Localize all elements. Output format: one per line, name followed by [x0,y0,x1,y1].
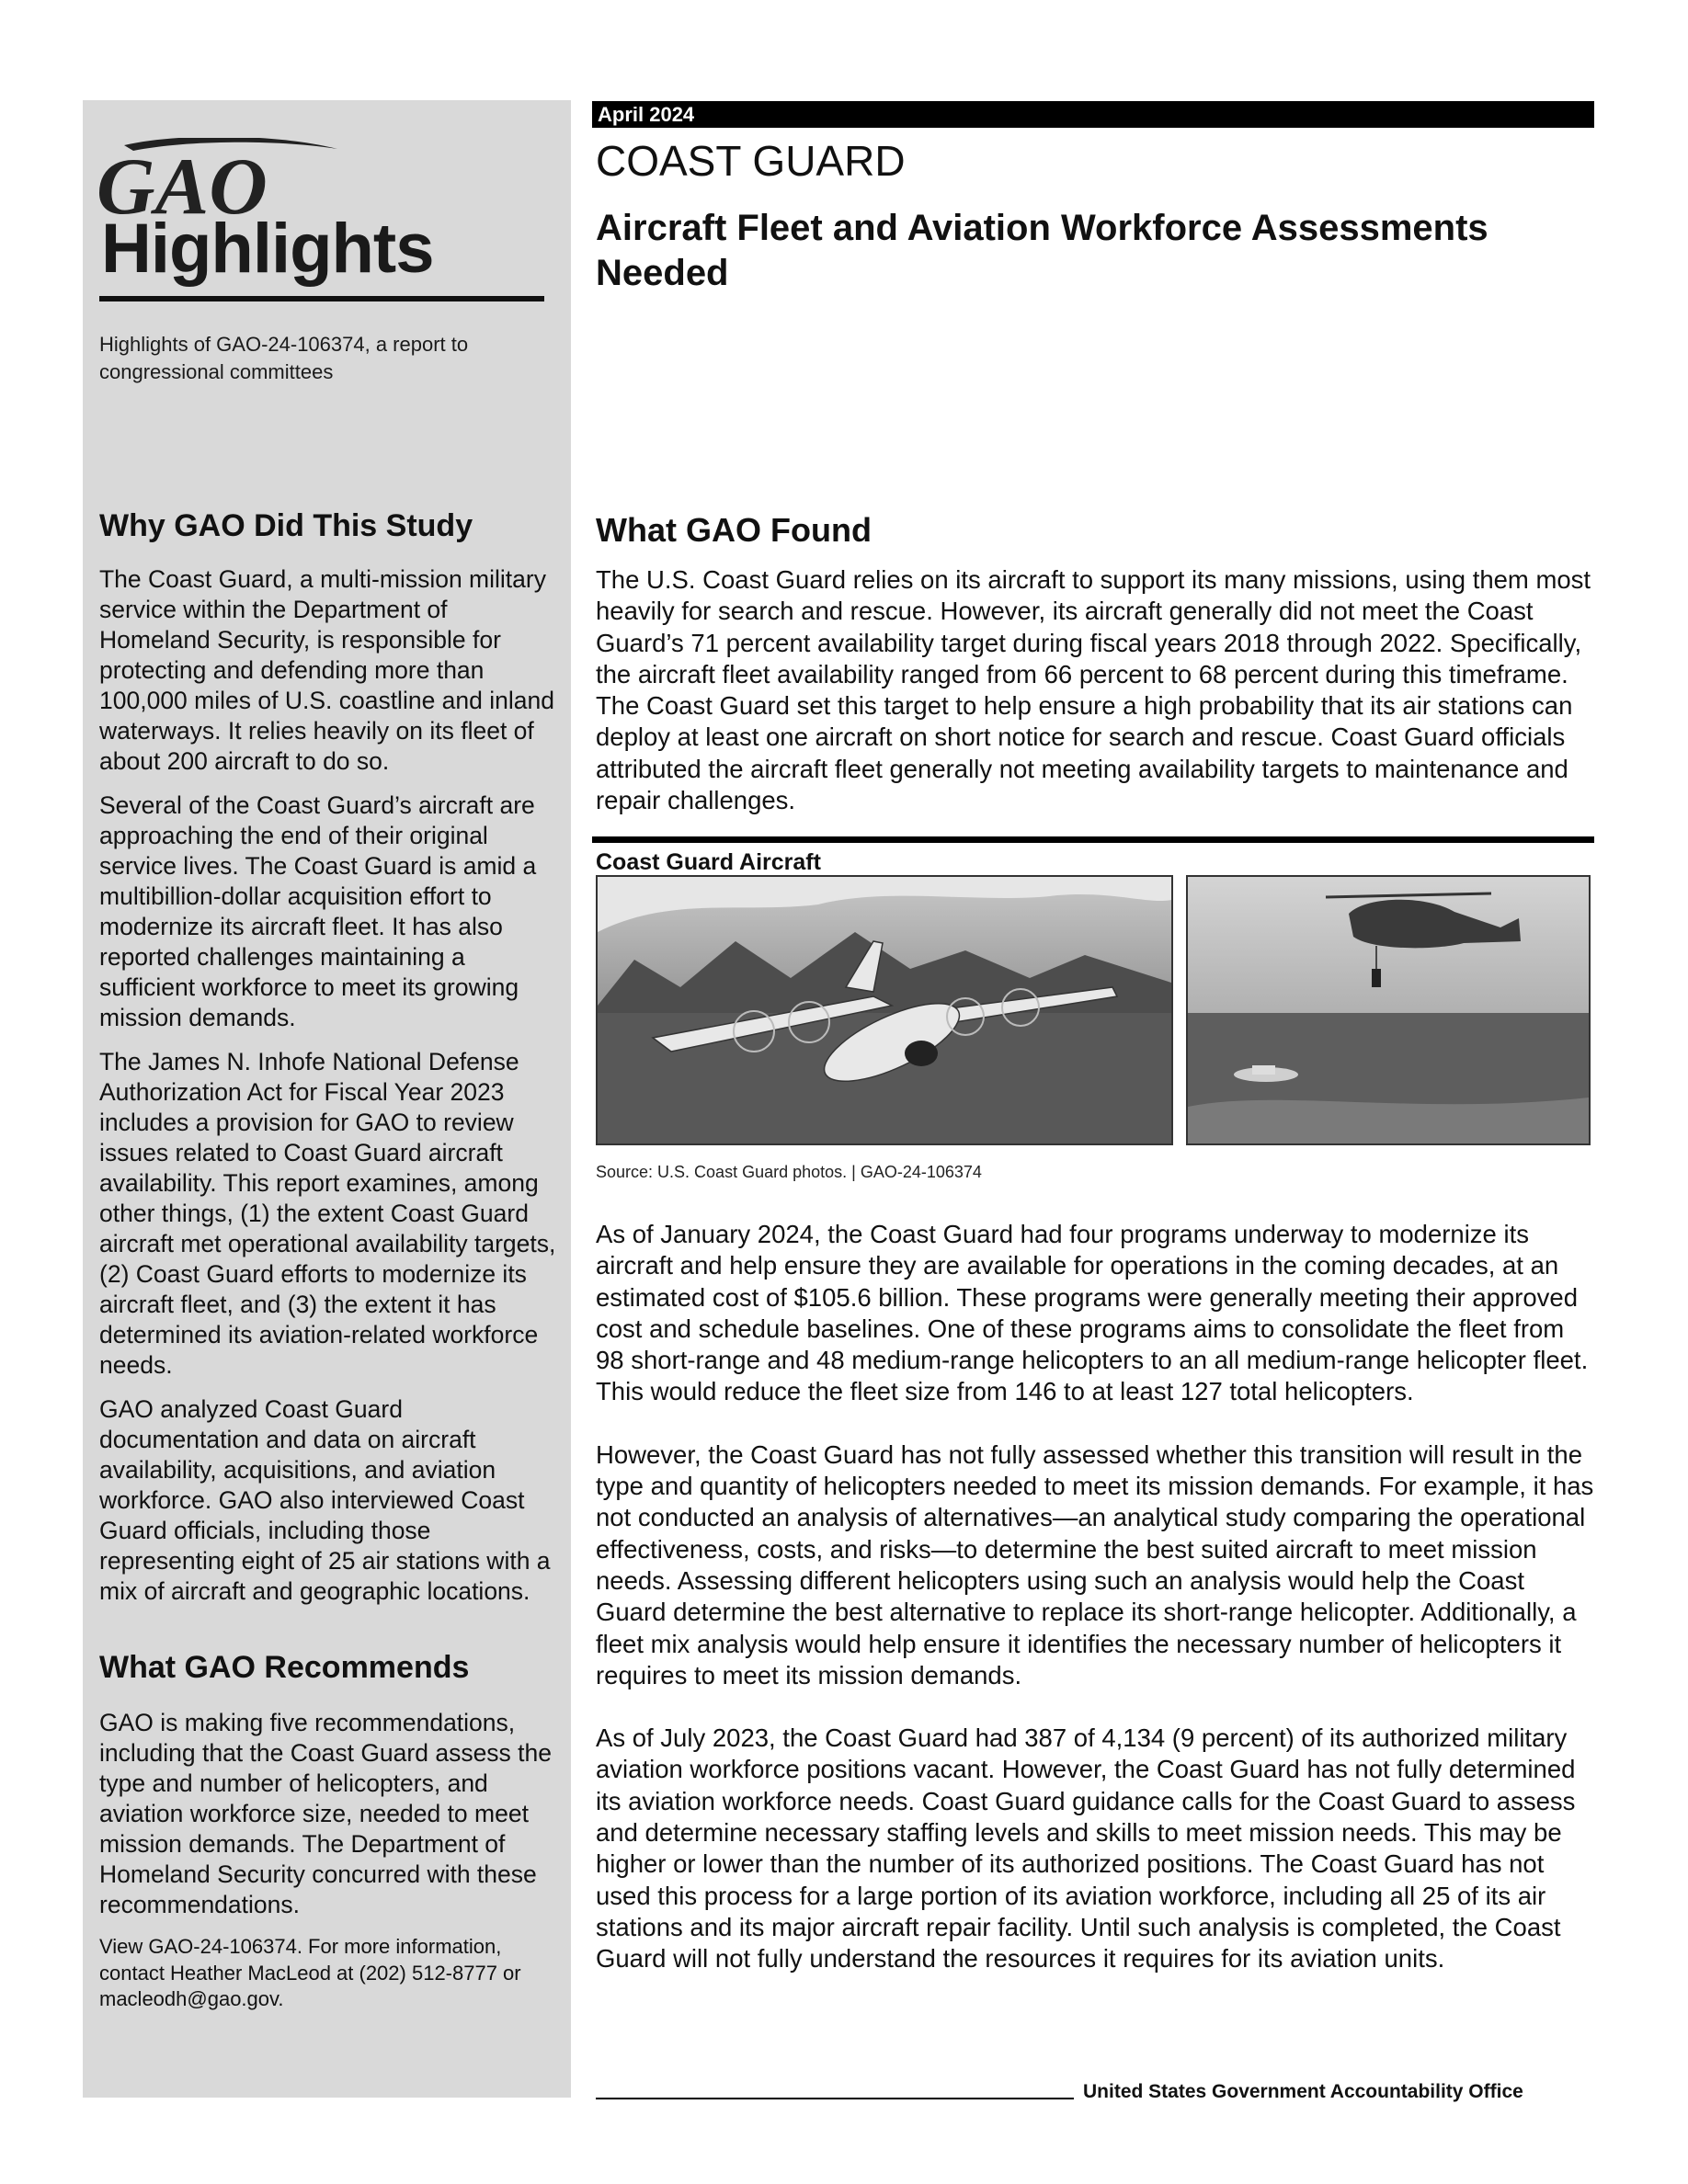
logo-text: GAO [97,142,268,216]
c130-plane-image [598,877,1171,1143]
found-intro [596,564,1598,816]
recommends-section [99,1708,559,2013]
contact-info: View GAO-24-106374. For more information, contact Heather MacLeod at (202) 512-8777 or macleodh@gao.gov. [99,1935,521,2011]
report-date: April 2024 [598,103,695,126]
found-heading: What GAO Found [596,511,872,549]
figure-source: Source: U.S. Coast Guard photos. | GAO-24-106374 [596,1163,982,1181]
aircraft-photo [596,875,1173,1145]
date-bar [592,101,1594,128]
highlights-wordmark: Highlights [101,210,434,288]
figure-rule [592,836,1594,843]
helicopter-photo [1186,875,1591,1145]
why-paragraph: GAO analyzed Coast Guard documentation and data on aircraft availability, acquisitions, and aviation workforce. GAO also interviewed Coast Guard officials, including those representing eight of 25 air stations with a mix of aircraft and geographic locations. [99,1395,551,1605]
recommends-paragraph: GAO is making five recommendations, including that the Coast Guard assess the type and number of helicopters, and aviation workforce size, needed to meet mission demands. The Department of Homeland Security concurred with these recommendations. [99,1709,553,1918]
found-intro-paragraph: The U.S. Coast Guard relies on its aircraft to support its many missions, using them most heavily for search and rescue. However, its aircraft generally did not meet the Coast Guard’s 71 percent availability target during fiscal years 2018 through 2022. Specifically, the aircraft fleet availability ranged from 66 percent to 68 percent during this timeframe. The Coast Guard set this target to help ensure a high probability that its air stations can deploy at least one aircraft on short notice for search and rescue. Coast Guard officials attributed the aircraft fleet generally not meeting availability targets to maintenance and repair challenges. [596,565,1591,815]
recommends-heading: What GAO Recommends [99,1650,470,1685]
helicopter-rescue-image [1188,877,1589,1143]
report-title: Aircraft Fleet and Aviation Workforce Assessments Needed [596,208,1488,293]
figure-title: Coast Guard Aircraft [596,849,821,875]
highlights-rule [99,296,544,301]
found-body [596,1219,1598,2007]
why-paragraph: The James N. Inhofe National Defense Authorization Act for Fiscal Year 2023 includes a provision for GAO to review issues related to Coast Guard aircraft availability. This report examines, among other things, (1) the extent Coast Guard aircraft met operational availability targets, (2) Coast Guard efforts to modernize its aircraft fleet, and (3) the extent it has determined its aviation-related workforce needs. [99,1048,556,1379]
found-paragraph: As of July 2023, the Coast Guard had 387 of 4,134 (9 percent) of its authorized military aviation workforce positions vacant. However, the Coast Guard has not fully determined its aviation workforce needs. Coast Guard guidance calls for the Coast Guard to assess and determine necessary staffing levels and skills to meet mission needs. This may be higher or lower than the number of its authorized positions. The Coast Guard has not used this process for a large portion of its aviation workforce, including all 25 of its air stations and its major aircraft repair facility. Until such analysis is completed, the Coast Guard will not fully understand the resources it requires for its aviation units. [596,1723,1576,1974]
found-paragraph: However, the Coast Guard has not fully assessed whether this transition will result in the type and quantity of helicopters needed to meet its mission demands. For example, it has not conducted an analysis of alternatives—an analytical study comparing the operational effectiveness, costs, and risks—to determine the best suited aircraft to meet mission needs. Assessing different helicopters using such an analysis would help the Coast Guard determine the best alternative to replace its short-range helicopter. Additionally, a fleet mix analysis would help ensure it identifies the necessary number of helicopters it requires to meet its mission demands. [596,1439,1594,1689]
why-section [99,564,559,1621]
gao-logo [97,138,345,216]
found-paragraph: As of January 2024, the Coast Guard had four programs underway to modernize its aircraft and help ensure they are available for operations in the coming decades, at an estimated cost of $105.6 billion. These programs were generally meeting their approved cost and schedule baselines. One of these programs aims to consolidate the fleet from 98 short-range and 48 medium-range helicopters to an all medium-range helicopter fleet. This would reduce the fleet size from 146 to at least 127 total helicopters. [596,1220,1589,1406]
report-subtitle: Highlights of GAO-24-106374, a report to congressional committees [99,333,469,383]
why-paragraph: Several of the Coast Guard’s aircraft are approaching the end of their original service lives. The Coast Guard is amid a multibillion-dollar acquisition effort to modernize its aircraft fleet. It has also reported challenges maintaining a sufficient workforce to meet its growing mission demands. [99,791,537,1031]
why-paragraph: The Coast Guard, a multi-mission military service within the Department of Homeland Security, is responsible for protecting and defending more than 100,000 miles of U.S. coastline and inland waterways. It relies heavily on its fleet of about 200 aircraft to do so. [99,565,554,775]
why-heading: Why GAO Did This Study [99,508,473,543]
footer-organization: United States Government Accountability Office [1083,2081,1523,2102]
agency-name: COAST GUARD [596,137,906,185]
footer-rule [596,2098,1074,2099]
